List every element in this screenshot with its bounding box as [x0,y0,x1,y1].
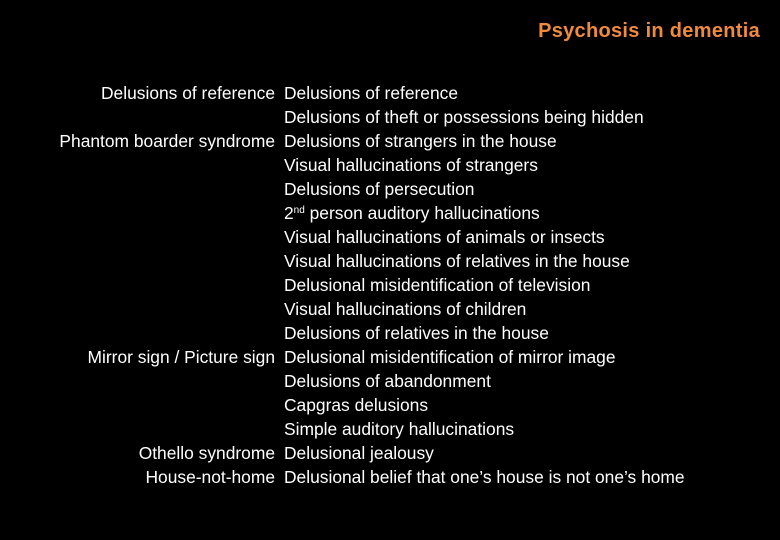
symptom-description: Capgras delusions [284,395,429,415]
syndrome-label: Phantom boarder syndrome [59,131,275,151]
symptom-description: Delusions of abandonment [284,371,491,391]
table-row [0,129,780,153]
table-row [0,441,780,465]
symptom-description: Delusional misidentification of mirror image [284,347,616,367]
symptom-description-rest: person auditory hallucinations [304,203,540,223]
table-row [0,297,780,321]
table-row [0,321,780,345]
ordinal-suffix: nd [293,205,305,216]
symptom-description: Simple auditory hallucinations [284,419,515,439]
syndrome-label: Delusions of reference [101,83,275,103]
table-row [0,201,780,225]
table-row [0,225,780,249]
symptom-description: Delusions of persecution [284,179,475,199]
table-row [0,393,780,417]
table-row [0,177,780,201]
table-row [0,249,780,273]
symptom-description: Delusional jealousy [284,443,434,463]
symptom-description: Delusions of theft or possessions being hidden [284,107,644,127]
symptom-description: Visual hallucinations of animals or insects [284,227,605,247]
symptom-table [0,81,780,489]
symptom-description: Delusions of reference [284,83,458,103]
table-row [0,417,780,441]
symptom-description: Visual hallucinations of strangers [284,155,538,175]
table-row [0,105,780,129]
syndrome-label: Othello syndrome [138,443,275,463]
ordinal-number: 2 [284,203,294,223]
table-row [0,153,780,177]
symptom-description [284,201,540,225]
table-row [0,465,780,489]
syndrome-label: Mirror sign / Picture sign [87,347,275,367]
symptom-description: Delusions of relatives in the house [284,323,549,343]
syndrome-label: House-not-home [145,467,275,487]
table-row [0,273,780,297]
table-row [0,345,780,369]
symptom-description: Visual hallucinations of children [284,299,527,319]
symptom-description: Delusional belief that one’s house is not one’s home [284,467,685,487]
symptom-description: Visual hallucinations of relatives in the house [284,251,630,271]
symptom-description: Delusional misidentification of television [284,275,591,295]
slide-title: Psychosis in dementia [538,20,760,42]
table-row [0,369,780,393]
table-row [0,81,780,105]
symptom-description: Delusions of strangers in the house [284,131,557,151]
